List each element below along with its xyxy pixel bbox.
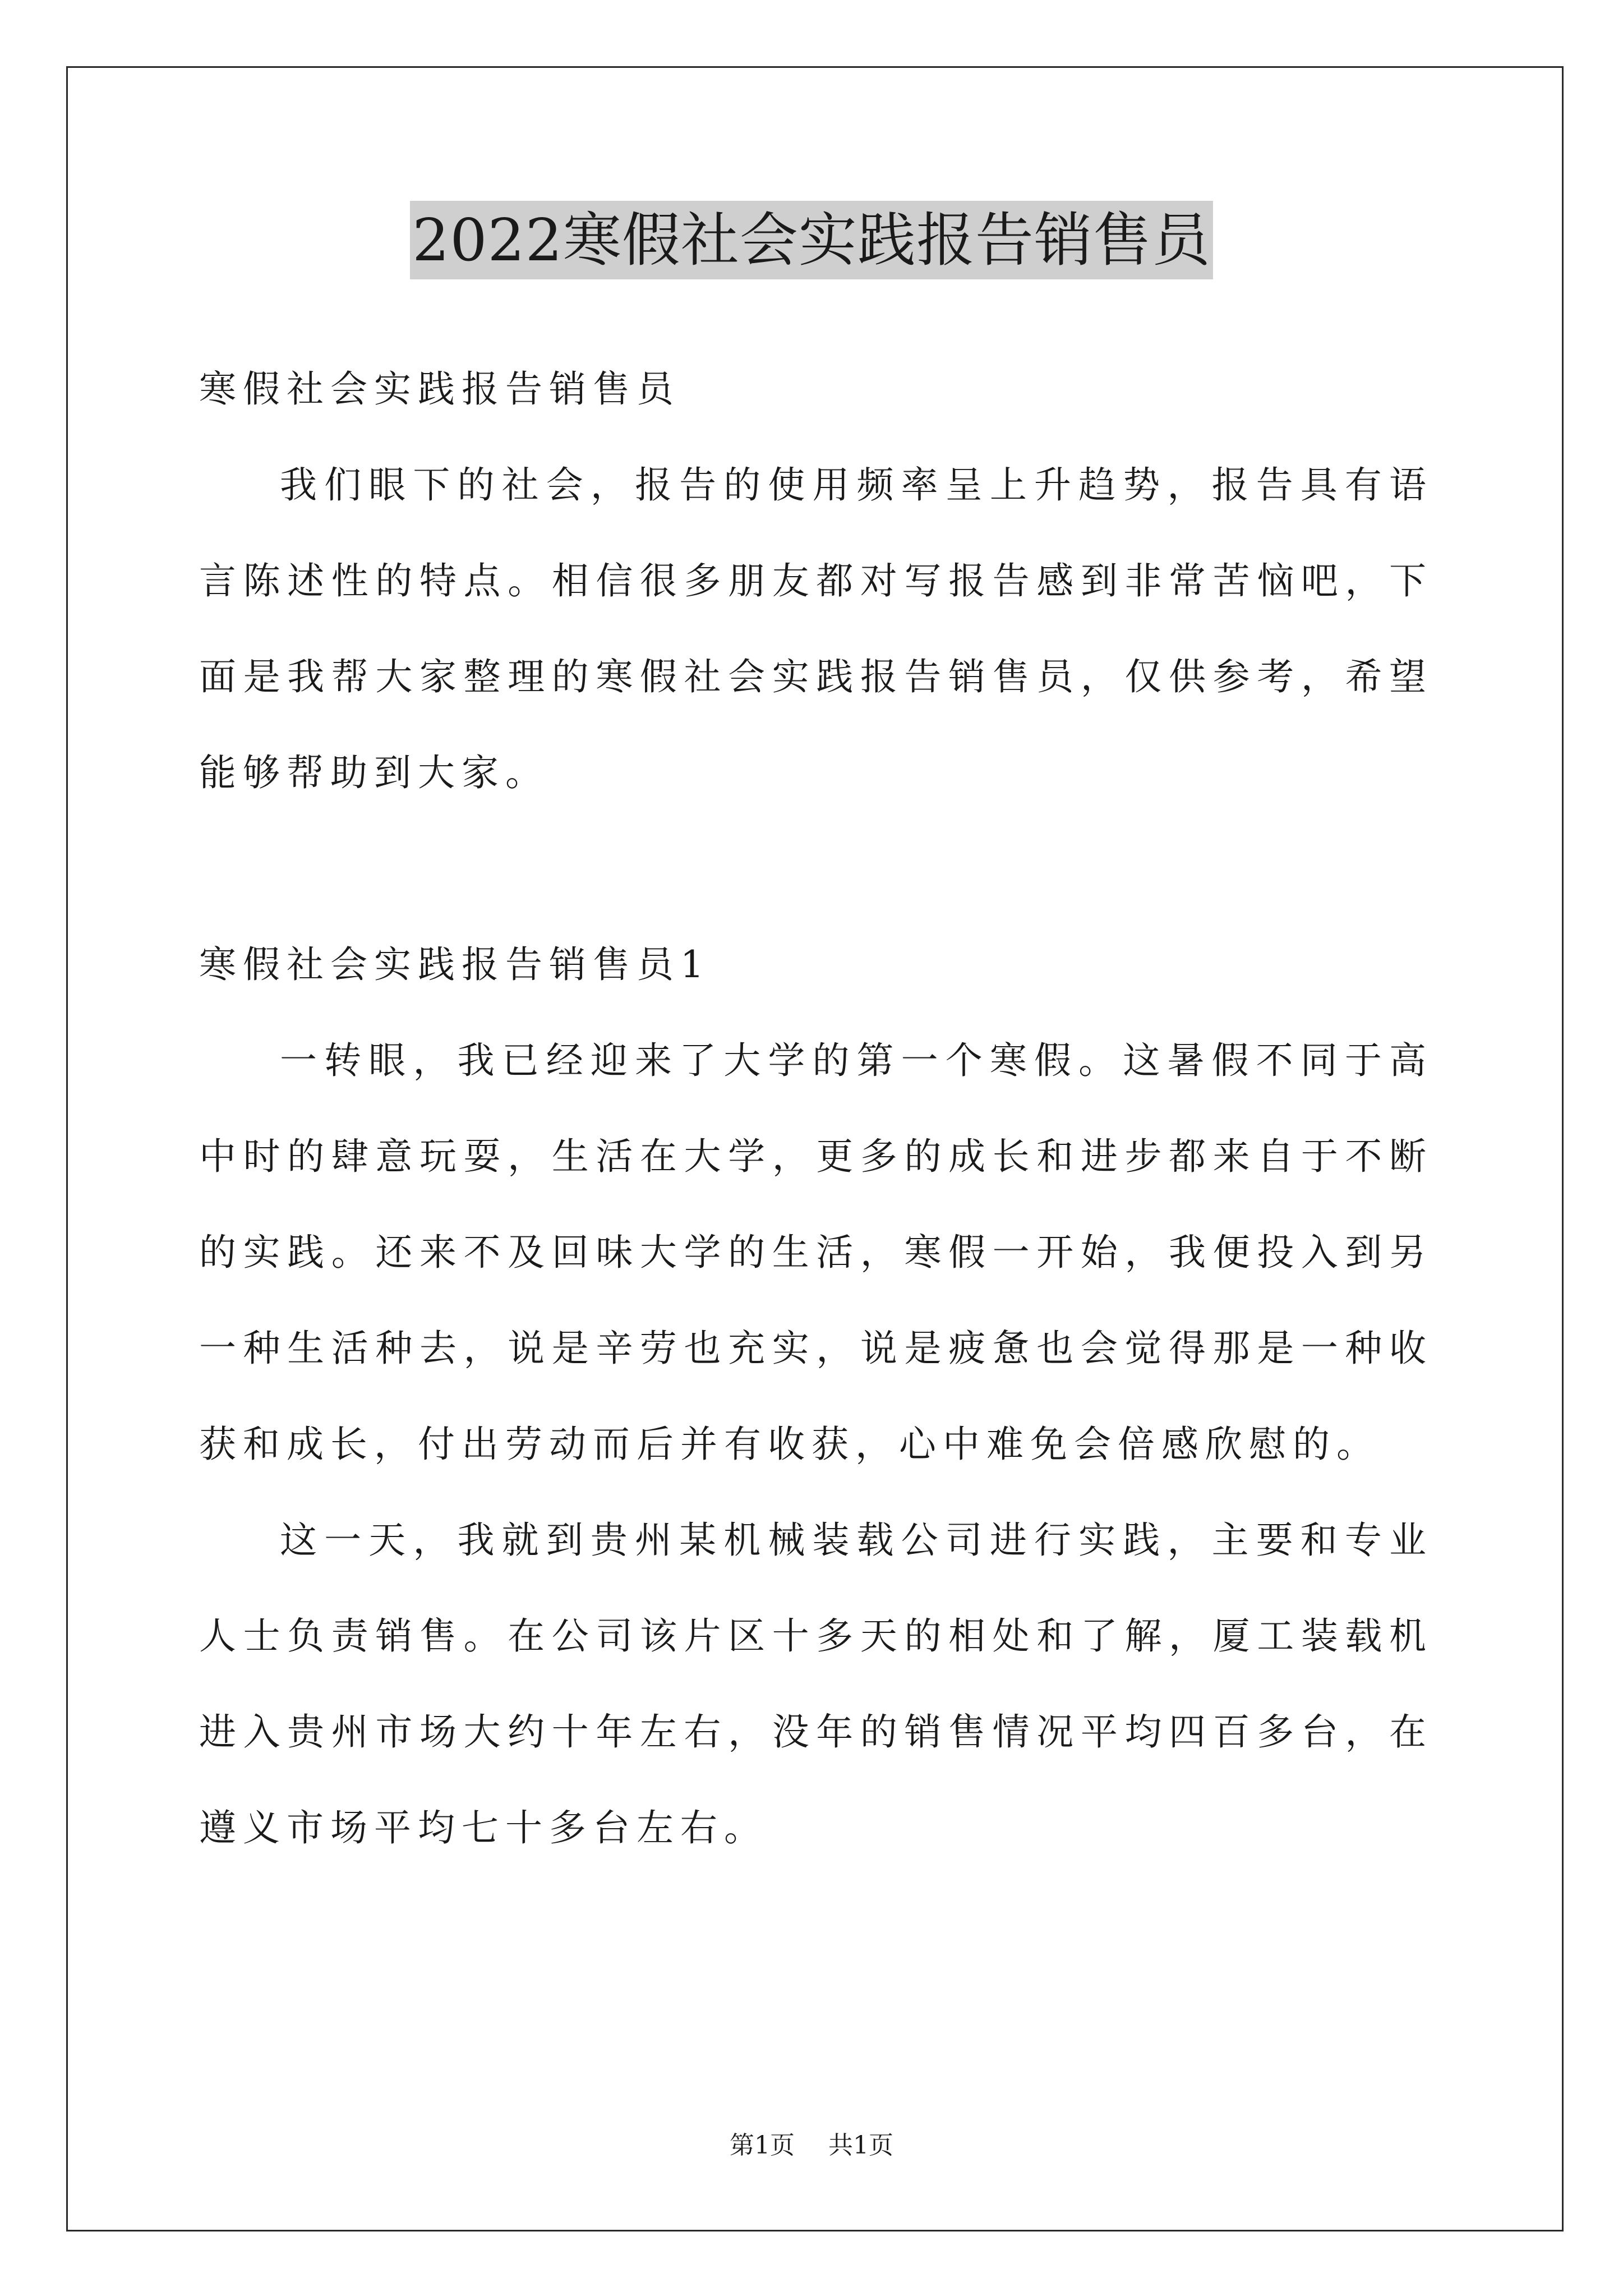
document-body (199, 341, 1433, 1876)
intro-paragraph: 我们眼下的社会，报告的使用频率呈上升趋势，报告具有语言陈述性的特点。相信很多朋友都对写报告感到非常苦恼吧，下面是我帮大家整理的寒假社会实践报告销售员，仅供参考，希望能够帮助到大家。 (199, 463, 1433, 794)
page-total: 共1页 (828, 2131, 893, 2160)
section-gap (199, 821, 1433, 917)
page-footer (0, 2129, 1623, 2162)
title-container (0, 201, 1623, 279)
section-heading: 寒假社会实践报告销售员1 (199, 943, 711, 986)
page-number: 第1页 (730, 2131, 795, 2160)
body-paragraph: 这一天，我就到贵州某机械装载公司进行实践，主要和专业人士负责销售。在公司该片区十多天的相处和了解，厦工装载机进入贵州市场大约十年左右，没年的销售情况平均四百多台，在遵义市场平均七十多台左右。 (199, 1519, 1433, 1849)
body-paragraph: 一转眼，我已经迎来了大学的第一个寒假。这暑假不同于高中时的肆意玩耍，生活在大学，更多的成长和进步都来自于不断的实践。还来不及回味大学的生活，寒假一开始，我便投入到另一种生活种去，说是辛劳也充实，说是疲惫也会觉得那是一种收获和成长，付出劳动而后并有收获，心中难免会倍感欣慰的。 (199, 1039, 1433, 1466)
document-subtitle: 寒假社会实践报告销售员 (199, 367, 680, 411)
document-title: 2022寒假社会实践报告销售员 (410, 201, 1213, 279)
